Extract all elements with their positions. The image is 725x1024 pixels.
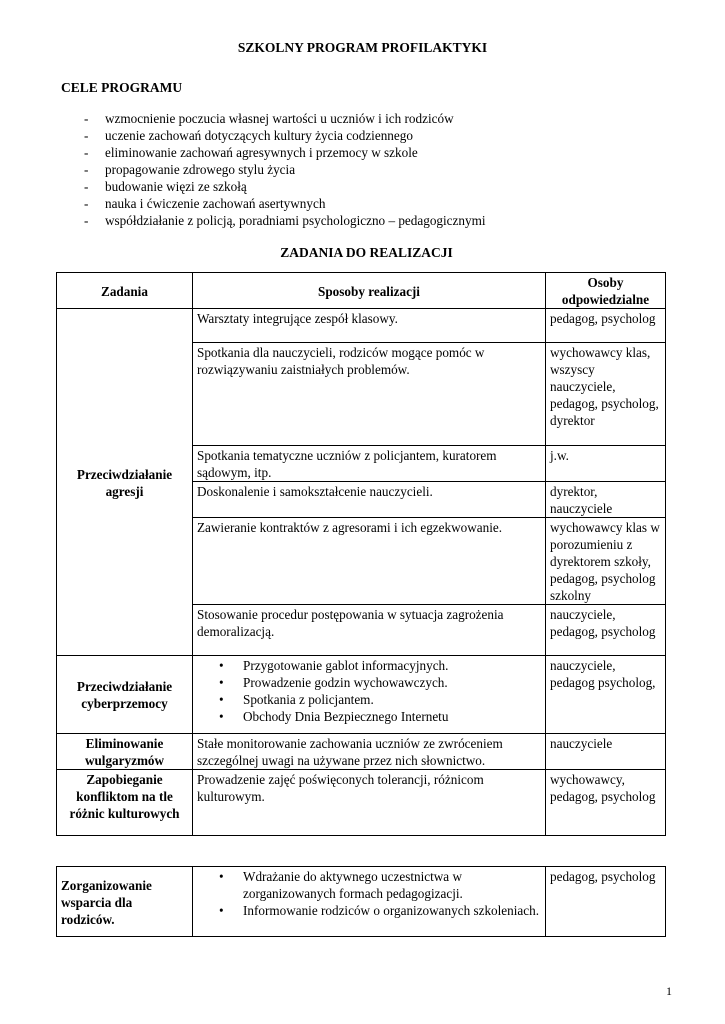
dash-bullet: -: [84, 128, 89, 143]
method-cell: Warsztaty integrujące zespół klasowy.: [193, 309, 546, 343]
goal-item: [84, 110, 486, 127]
method-cell: Stosowanie procedur postępowania w sytuacja zagrożenia demoralizacją.: [193, 605, 546, 656]
document-title: SZKOLNY PROGRAM PROFILAKTYKI: [237, 40, 488, 55]
responsible-cell: j.w.: [546, 446, 666, 482]
responsible-cell: wychowawcy, pedagog, psycholog: [546, 770, 666, 836]
goal-item: [84, 161, 486, 178]
goals-list: [84, 110, 486, 229]
method-bullet: • Wdrażanie do aktywnego uczestnictwa w zorganizowanych formach pedagogizacji.: [219, 868, 541, 902]
goal-text: eliminowanie zachowań agresywnych i przemocy w szkole: [105, 145, 418, 160]
table-row: [57, 309, 666, 343]
method-bullet: • Obchody Dnia Bezpiecznego Internetu: [219, 708, 541, 725]
method-cell: Spotkania tematyczne uczniów z policjantem, kuratorem sądowym, itp.: [193, 446, 546, 482]
responsible-cell: wychowawcy klas w porozumieniu z dyrektorem szkoły, pedagog, psycholog szkolny: [546, 518, 666, 605]
responsible-cell: nauczyciele, pedagog psycholog,: [546, 656, 666, 734]
goals-heading: CELE PROGRAMU: [61, 80, 183, 95]
support-table: [56, 866, 666, 937]
method-cell: [193, 867, 546, 937]
goal-text: propagowanie zdrowego stylu życia: [105, 162, 296, 177]
table-row: [57, 867, 666, 937]
header-zadania: Zadania: [57, 273, 193, 309]
goal-text: nauka i ćwiczenie zachowań asertywnych: [105, 196, 326, 211]
tasks-heading: ZADANIA DO REALIZACJI: [280, 245, 453, 260]
dash-bullet: -: [84, 179, 89, 194]
responsible-cell: wychowawcy klas, wszyscy nauczyciele, pedagog, psycholog, dyrektor: [546, 343, 666, 446]
method-bullet-list: [197, 657, 541, 725]
method-cell: [193, 656, 546, 734]
page-number: 1: [666, 984, 672, 998]
dash-bullet: -: [84, 213, 89, 228]
tasks-table: [56, 272, 666, 836]
method-cell: Stałe monitorowanie zachowania uczniów ze zwróceniem szczególnej uwagi na używane przez nich słownictwo.: [193, 734, 546, 770]
goal-item: [84, 144, 486, 161]
goal-text: współdziałanie z policją, poradniami psychologiczno – pedagogicznymi: [105, 213, 486, 228]
goal-item: [84, 127, 486, 144]
goal-item: [84, 195, 486, 212]
responsible-cell: nauczyciele: [546, 734, 666, 770]
dash-bullet: -: [84, 145, 89, 160]
task-cyberprzemoc: Przeciwdziałanie cyberprzemocy: [57, 656, 193, 734]
responsible-cell: dyrektor, nauczyciele: [546, 482, 666, 518]
responsible-cell: nauczyciele, pedagog, psycholog: [546, 605, 666, 656]
table-row: [57, 770, 666, 836]
dash-bullet: -: [84, 111, 89, 126]
responsible-cell: pedagog, psycholog: [546, 309, 666, 343]
table-header-row: [57, 273, 666, 309]
task-wulgaryzmy: Eliminowanie wulgaryzmów: [57, 734, 193, 770]
method-cell: Zawieranie kontraktów z agresorami i ich egzekwowanie.: [193, 518, 546, 605]
method-bullet-list: [197, 868, 541, 919]
method-cell: Spotkania dla nauczycieli, rodziców mogące pomóc w rozwiązywaniu zaistniałych problemów.: [193, 343, 546, 446]
table-row: [57, 656, 666, 734]
goal-text: wzmocnienie poczucia własnej wartości u uczniów i ich rodziców: [105, 111, 454, 126]
table-row: [57, 734, 666, 770]
goal-text: uczenie zachowań dotyczących kultury życia codziennego: [105, 128, 413, 143]
method-bullet: • Informowanie rodziców o organizowanych szkoleniach.: [219, 902, 541, 919]
method-bullet: • Przygotowanie gablot informacyjnych.: [219, 657, 541, 674]
task-agresja: Przeciwdziałanie agresji: [57, 309, 193, 656]
method-cell: Prowadzenie zajęć poświęconych tolerancji, różnicom kulturowym.: [193, 770, 546, 836]
header-osoby: Osoby odpowiedzialne: [546, 273, 666, 309]
header-sposoby: Sposoby realizacji: [193, 273, 546, 309]
goal-item: [84, 212, 486, 229]
method-bullet: • Spotkania z policjantem.: [219, 691, 541, 708]
responsible-cell: pedagog, psycholog: [546, 867, 666, 937]
task-konflikty: Zapobieganie konfliktom na tle różnic kulturowych: [57, 770, 193, 836]
method-cell: Doskonalenie i samokształcenie nauczycieli.: [193, 482, 546, 518]
task-wsparcie-rodzicow: Zorganizowanie wsparcia dla rodziców.: [57, 867, 193, 937]
dash-bullet: -: [84, 162, 89, 177]
method-bullet: • Prowadzenie godzin wychowawczych.: [219, 674, 541, 691]
goal-item: [84, 178, 486, 195]
goal-text: budowanie więzi ze szkołą: [105, 179, 247, 194]
dash-bullet: -: [84, 196, 89, 211]
